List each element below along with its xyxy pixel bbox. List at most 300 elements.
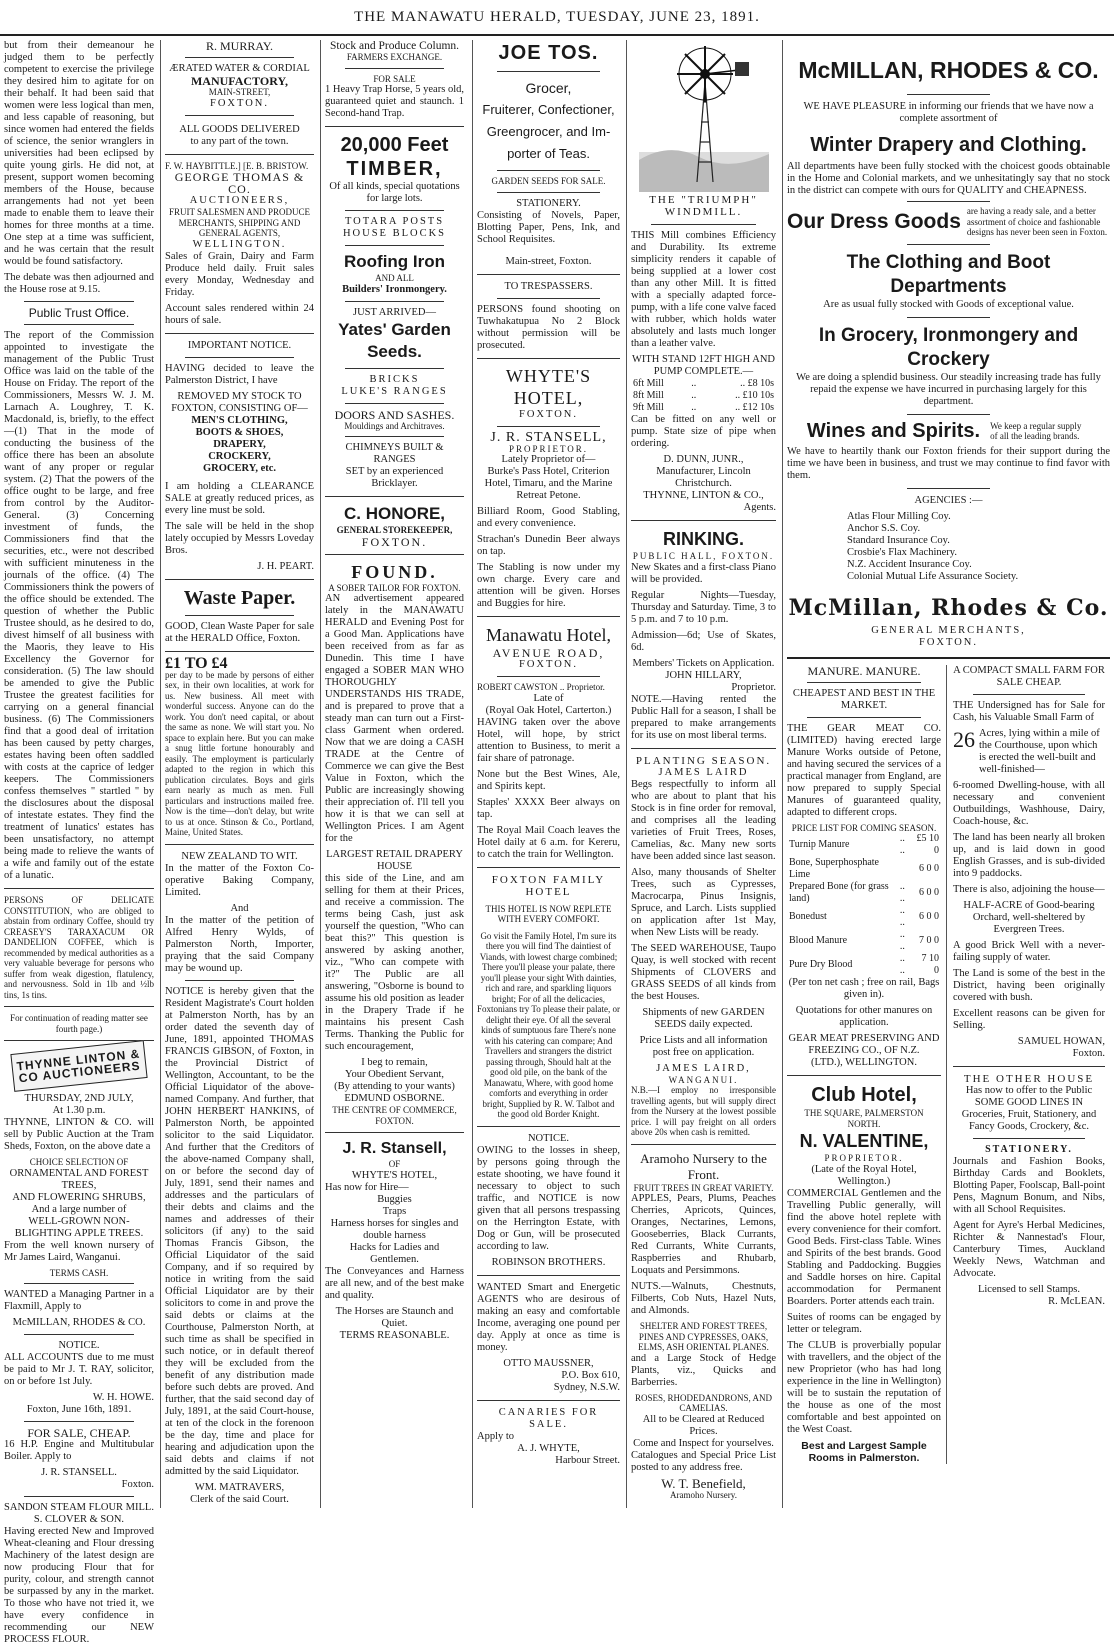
divider — [345, 436, 444, 437]
agency-crosbie: Crosbie's Flax Machinery. — [847, 546, 957, 558]
manure-price-row — [787, 857, 941, 881]
manure-price-row-cell — [898, 857, 912, 881]
just-arrived: JUST ARRIVED— — [353, 306, 436, 318]
fruit-salesmen: FRUIT SALESMEN AND PRODUCE MERCHANTS, SHIPPING AND GENERAL AGENTS, — [168, 207, 311, 238]
agency-anchor: Anchor S.S. Coy. — [847, 522, 921, 534]
fruiterer: Fruiterer, Confectioner, — [482, 102, 615, 117]
mill-price-row — [631, 402, 776, 414]
manure-price-row-cell: 6 0 0 — [919, 911, 939, 922]
wanted-contact: McMILLAN, RHODES & CO. — [12, 1317, 146, 1328]
dress-goods-side: are having a ready sale, and a better assortment of choice and fashionable designs has never been seen in Foxton. — [966, 206, 1108, 237]
large-number: And a large number of — [31, 1203, 127, 1215]
mill-price-row — [631, 390, 776, 402]
having-decided: HAVING decided to leave the Palmerston District, I have — [165, 362, 314, 386]
with-stand: WITH STAND 12FT HIGH AND PUMP COMPLETE.— — [631, 354, 776, 377]
osborne-signature: EDMUND OSBORNE. — [344, 1093, 445, 1104]
other-house: THE OTHER HOUSE — [963, 1072, 1095, 1085]
flowering-shrubs: AND FLOWERING SHRUBS, — [12, 1191, 146, 1203]
mill-price-row-cell: .. £10 10s — [735, 390, 774, 401]
waste-paper-heading: Waste Paper. — [183, 586, 296, 609]
sales-schedule: Sales of Grain, Dairy and Farm Produce held daily. Fruit sales every Monday, Wednesday and Friday. — [165, 250, 314, 298]
divider — [165, 844, 314, 845]
half-acre: HALF-ACRE of Good-bearing Orchard, well-sheltered by Evergreen Trees. — [963, 899, 1095, 935]
grocery-text: We are doing a splendid business. Our steadily increasing trade has fully repaid the expense we have incurred in purchasing largely for this department. — [796, 371, 1101, 407]
timber-feet: 20,000 Feet — [340, 134, 449, 156]
aramoho-nursery-heading: Aramoho Nursery to the Front. — [640, 1150, 767, 1182]
manawatu-hotel: Manawatu Hotel, — [486, 625, 611, 645]
staunch-horses: The Horses are Staunch and Quiet. — [335, 1305, 454, 1329]
divider — [651, 224, 756, 225]
quotations-other: Quotations for other manures on application. — [795, 1005, 933, 1028]
hacks: Hacks for Ladies and Gentlemen. — [349, 1241, 440, 1265]
suites-rooms: Suites of rooms can be engaged by letter or telegram. — [787, 1311, 941, 1335]
debate-adjourned: The debate was then adjourned and the House rose at 9.15. — [4, 272, 154, 295]
nb-notice: N.B.—I employ no irresponsible travelling agents, but will supply direct from the Nursery at the lowest possible price. I will pay freight on all orders above 20s when cash is remitted. — [631, 1085, 776, 1137]
clover-son: S. CLOVER & SON. — [33, 1514, 125, 1525]
divider — [907, 201, 990, 202]
agency-nz-accident: N.Z. Accident Insurance Coy. — [847, 558, 972, 570]
aerated-water: ÆRATED WATER & CORDIAL — [169, 63, 310, 74]
windmill-illustration — [639, 42, 769, 192]
lukes-ranges: LUKE'S RANGES — [341, 385, 448, 397]
pleasure-informing: WE HAVE PLEASURE in informing our friends that we have now a complete assortment of — [803, 101, 1094, 124]
column-1 — [0, 40, 158, 1645]
mill-price-row-cell: .. £12 10s — [735, 402, 774, 413]
haybittle-bristow: F. W. HAYBITTLE.] [E. B. BRISTOW. — [165, 160, 309, 171]
manure-price-row-cell: .. .. — [899, 953, 905, 976]
roofing-iron: Roofing Iron — [343, 252, 446, 271]
agencies-heading: AGENCIES :— — [914, 494, 983, 506]
divider — [973, 1138, 1085, 1139]
divider — [807, 717, 921, 718]
clothing-boot-text: Are as usual fully stocked with Goods of exceptional value. — [823, 298, 1074, 310]
found-heading: FOUND. — [351, 561, 438, 582]
manure-price-row — [787, 881, 941, 905]
fitted-well: Can be fitted on any well or pump. State size of pipe when ordering. — [631, 414, 776, 449]
honore-foxton: FOXTON. — [361, 534, 428, 549]
manure-price-row — [787, 905, 941, 929]
divider — [497, 298, 600, 299]
come-inspect: Come and Inspect for yourselves. — [633, 1437, 774, 1449]
continuation-note: For continuation of reading matter see fourth page.) — [10, 1013, 148, 1034]
sydney: Sydney, N.S.W. — [553, 1381, 620, 1393]
best-land: The Land is some of the best in the District, having been originally covered with bush. — [953, 967, 1105, 1003]
grocer: Grocer, — [525, 80, 572, 96]
wellington: WELLINGTON. — [192, 238, 287, 250]
divider — [24, 1421, 134, 1422]
shelter-trees: Also, many thousands of Shelter Trees, such as Cypresses, Macrocarpa, Pinus Insignis, Spruce, and Larch. Lists supplied on application after 1st May, when New Lists will be ready. — [631, 866, 776, 938]
robinson-brothers: ROBINSON BROTHERS. — [491, 1256, 606, 1268]
for-hire: Has now for Hire— — [325, 1181, 409, 1193]
chimneys-built: CHIMNEYS BUILT & RANGES — [345, 442, 444, 465]
general-merchants: GENERAL MERCHANTS, — [871, 624, 1026, 636]
centre-commerce: THE CENTRE OF COMMERCE, FOXTON. — [332, 1105, 457, 1126]
late-of: Late of — [533, 692, 564, 704]
columns — [0, 39, 1114, 1645]
divider — [185, 980, 294, 981]
timber-heading: TIMBER, — [346, 158, 443, 180]
accounts-notice: ALL ACCOUNTS due to me must be paid to Mr J. T. RAY, solicitor, on or before 1st July. — [4, 1352, 154, 1387]
wanted-partner: WANTED a Managing Partner in a Flaxmill, Apply to — [4, 1289, 154, 1312]
divider — [24, 324, 134, 325]
sale-date: THURSDAY, 2ND JULY, — [24, 1093, 134, 1104]
divider — [345, 210, 444, 211]
divider — [185, 357, 294, 358]
sample-rooms: Best and Largest Sample Rooms in Palmerston. — [801, 1439, 927, 1464]
fruit-trees-variety: FRUIT TREES IN GREAT VARIETY. — [633, 1182, 774, 1193]
lower-right — [947, 665, 1105, 1464]
otto-maussner: OTTO MAUSSNER, — [503, 1357, 594, 1369]
strachans-beer: Strachan's Dunedin Beer always on tap. — [477, 534, 620, 557]
nz-to-wit: NEW ZEALAND TO WIT. — [181, 850, 298, 862]
horse-trap-items: 1 Heavy Trap Horse, 5 years old, guaranteed quiet and staunch. 1 Second-hand Trap. — [325, 84, 464, 119]
of-word: OF — [388, 1159, 401, 1169]
divider — [907, 414, 990, 415]
mill-price-row-cell: .. — [691, 402, 697, 413]
column-3 — [320, 40, 468, 1508]
divider — [185, 615, 294, 616]
divider — [497, 170, 600, 171]
goods-delivered: ALL GOODS DELIVERED — [179, 123, 300, 135]
lower-left — [787, 665, 947, 1464]
mill-price-row-cell: 9ft Mill — [633, 402, 664, 413]
clearance-sale: I am holding a CLEARANCE SALE at greatly reduced prices, as every line must be sold. — [165, 480, 314, 516]
stationery-heading-2: STATIONERY. — [985, 1143, 1073, 1155]
garden-seeds-sale: GARDEN SEEDS FOR SALE. — [491, 176, 606, 186]
dress-goods-heading: Our Dress Goods — [787, 209, 961, 233]
triumph: THE "TRIUMPH" — [649, 194, 758, 206]
canaries-sale: CANARIES FOR SALE. — [498, 1406, 599, 1430]
lower-split — [787, 665, 1110, 1464]
manure-price-row — [787, 833, 941, 857]
stationery-text: Consisting of Novels, Paper, Blotting Paper, Pens, Ink, and School Requisites. — [477, 209, 620, 245]
george-thomas: GEORGE THOMAS & CO. — [174, 170, 305, 196]
notice-heading: NOTICE. — [58, 1340, 100, 1351]
divider — [907, 488, 990, 489]
agent-ayres: Agent for Ayre's Herbal Medicines, Richter & Nannestad's Flour, Canterbury Times, Auckland Weekly News, Watchman and Advocate. — [953, 1219, 1105, 1279]
divider — [477, 358, 620, 359]
divider — [24, 1496, 134, 1497]
divider — [4, 888, 154, 889]
obedient-servant: Your Obedient Servant, — [345, 1069, 444, 1080]
planting-season: PLANTING SEASON. — [635, 754, 772, 767]
manure-price-row-cell: Bonedust — [789, 911, 827, 922]
samuel-howan: SAMUEL HOWAN, — [1017, 1035, 1105, 1047]
whytes-hotel: WHYTE'S HOTEL, — [505, 365, 592, 408]
notice-heading-2: NOTICE. — [527, 1132, 570, 1144]
and-all: AND ALL — [375, 273, 414, 283]
divider — [953, 1066, 1105, 1067]
matter-baking: In the matter of the Foxton Co-operative Baking Company, Limited. — [165, 862, 314, 898]
ornamental-trees: ORNAMENTAL AND FOREST TREES, — [9, 1167, 149, 1191]
divider — [787, 1075, 941, 1076]
divider — [325, 1132, 464, 1133]
reduced-prices: All to be Cleared at Reduced Prices. — [642, 1413, 765, 1437]
manure-price-row-cell: Pure Dry Blood — [789, 959, 853, 970]
wines-spirits: Wines and Spirits. — [806, 420, 981, 442]
agency-colonial: Colonial Mutual Life Assurance Society. — [847, 570, 1019, 582]
doors-sashes: DOORS AND SASHES. — [334, 407, 455, 422]
stationery-heading: STATIONERY. — [516, 197, 581, 209]
column-2 — [160, 40, 318, 1508]
price-list-season: PRICE LIST FOR COMING SEASON. — [791, 822, 937, 833]
manure-price-row-cell: .. .. — [899, 881, 905, 904]
grocery-crockery: In Grocery, Ironmongery and Crockery — [818, 324, 1079, 370]
totara-posts: TOTARA POSTS — [344, 216, 445, 227]
john-hillary: JOHN HILLARY, — [665, 669, 742, 681]
sale-text: THYNNE, LINTON & CO. will sell by Public Auction at the Tram Sheds, Foxton, on the above date a — [4, 1117, 154, 1152]
sale-time: At 1.30 p.m. — [52, 1105, 106, 1116]
agents-word: Agents. — [743, 502, 776, 513]
divider — [787, 657, 1110, 659]
divider — [24, 1283, 134, 1284]
and-word: And — [230, 902, 249, 914]
auctioneers: AUCTIONEERS, — [189, 195, 290, 206]
masthead: THE MANAWATU HERALD, TUESDAY, JUNE 23, 1891. — [0, 0, 1114, 36]
divider — [497, 71, 600, 72]
divider — [477, 867, 620, 868]
public-trust-heading: Public Trust Office. — [28, 306, 130, 320]
choice-selection: CHOICE SELECTION OF — [29, 1157, 129, 1167]
divider — [907, 317, 990, 318]
acres-text: Acres, lying within a mile of the Courthouse, upon which is erected the well-built and well-finished— — [979, 727, 1100, 775]
compact-farm: A COMPACT SMALL FARM FOR SALE CHEAP. — [953, 664, 1105, 688]
laird-stock: Begs respectfully to inform all who are about to plant that his Stock is in fine order for removal, and comprises all the leading varieties of Fruit Trees, Roses, Camelias, &c. Many new sorts have been added since last season. — [631, 778, 776, 862]
acres-number: 26 — [953, 726, 975, 752]
liquidation-notice: NOTICE is hereby given that the Resident Magistrate's Court holden at Palmerston North, has by an order dated the seventh day of June, 1891, appointed THOMAS FRANCIS GIBSON, of Foxton, in the Provincial District of Wellington, Accountant, to be the Official Liquidator of the above-named Company. And further, that JOHN HERBERT HANKINS, of Palmerston North, be appointed solicitor to the said Liquidator. And further that the Creditors of the above-named Company shall, on or before the second day of July, 1891, send their names and addresses and the particulars of their debts and claims and the names and addresses of their solicitors (if any) to the said Thomas Francis Gibson, the Official Liquidator of the said Company, and if so required by notice in writing from the said Official Liquidator are by their solicitors to come in and prove the said debts or claims at the Courthouse, Palmerston North, at such time as shall be specified in such notice, or in default thereof they will be excluded from the benefit of any distribution made before such debts are proved. And further, that the said second day of July, 1891, at the said Court-house, at ten of the clock in the forenoon be the day, time and place for hearing and adjudication upon the said debts and claims if not admitted by the said Liquidator. — [165, 985, 314, 1477]
aramoho-nursery: Aramoho Nursery. — [670, 1489, 737, 1500]
harbour-street: Harbour Street. — [555, 1454, 620, 1466]
shelter-forest: SHELTER AND FOREST TREES, PINES AND CYPRESSES, OAKS, ELMS, ASH ORIENTAL PLANES. — [638, 1321, 769, 1352]
staples-beer: Staples' XXXX Beer always on tap. — [477, 796, 620, 820]
howan-foxton: Foxton. — [1072, 1047, 1105, 1059]
divider — [24, 1334, 134, 1335]
timber-quotations: Of all kinds, special quotations for large lots. — [329, 181, 460, 204]
rinking-heading: RINKING. — [663, 529, 744, 549]
apple-trees: WELL-GROWN NON-BLIGHTING APPLE TREES. — [14, 1215, 144, 1239]
divider — [631, 748, 776, 749]
divider — [4, 1006, 154, 1007]
bricklayer: SET by an experienced Bricklayer. — [345, 466, 444, 489]
excellent-reasons: Excellent reasons can be given for Selling. — [953, 1007, 1105, 1031]
mcmillan-foxton: FOXTON. — [918, 636, 979, 648]
divider — [325, 496, 464, 497]
stansell-place: Foxton. — [121, 1479, 154, 1490]
clothing-boot: The Clothing and Boot Departments — [846, 251, 1051, 297]
admission: Admission—6d; Use of Skates, 6d. — [631, 629, 776, 653]
whytes-hotel-small: WHYTE'S HOTEL, — [351, 1169, 438, 1181]
sober-tailor: A SOBER TAILOR FOR FOXTON. — [328, 582, 461, 593]
jrs-stansell: J. R. Stansell, — [342, 1140, 447, 1157]
land-broken: The land has been nearly all broken up, and is laid down in good English Grasses, and is sub-divided into 9 paddocks. — [953, 831, 1105, 879]
divider — [325, 554, 464, 555]
stock-produce-heading: Stock and Produce Column. — [329, 40, 460, 52]
manure-price-row-cell: 7 0 0 — [919, 935, 939, 946]
nuts-list: NUTS.—Walnuts, Chestnuts, Filberts, Cob Nuts, Hazel Nuts, and Almonds. — [631, 1281, 776, 1316]
manure-price-table — [787, 833, 941, 977]
best-wines: None but the Best Wines, Ale, and Spirits kept. — [477, 768, 620, 792]
divider — [24, 301, 134, 302]
mcmillan-heading: McMILLAN, RHODES & CO. — [798, 57, 1099, 83]
wanted-agents: WANTED Smart and Energetic AGENTS who are desirous of making an easy and comfortable Income, averaging one pound per day. Apply at once as time is money. — [477, 1281, 620, 1353]
late-royal: (Late of the Royal Hotel, Wellington.) — [811, 1163, 917, 1187]
largest-drapery: LARGEST RETAIL DRAPERY HOUSE — [326, 849, 463, 872]
divider — [477, 1126, 620, 1127]
manure-price-row-cell: .. .. — [899, 929, 905, 952]
column-6 — [782, 40, 1114, 1508]
agency-atlas: Atlas Flour Milling Coy. — [847, 510, 951, 522]
hedge-plants: and a Large Stock of Hedge Plants, viz., Quicks and Barberries. — [631, 1352, 776, 1388]
valentine-proprietor: PROPRIETOR. — [824, 1153, 904, 1163]
mill-price-table — [631, 378, 776, 414]
drapery: DRAPERY, — [213, 438, 266, 450]
house-blocks: HOUSE BLOCKS — [342, 228, 447, 239]
yates-seeds: Seeds. — [367, 341, 422, 361]
builders-ironmongery: Builders' Ironmongery. — [342, 283, 447, 295]
mclean: R. McLEAN. — [1048, 1295, 1105, 1307]
cheapest-best: CHEAPEST AND BEST IN THE MARKET. — [792, 687, 936, 711]
public-trust-text: The report of the Commission appointed to investigate the management of the Public Trust Office was laid on the table of the House on Friday. The report of the Commissioners, Messrs W. J. M. Larnach A. Loughrey, T. K. Macdonald, is, briefly, to the effect—(1) That in the mode of conducting the business of the office there has been an absolute want of any proper or regular system. (2) That the powers of the office ought to be large, and free from control by the Auditor-General. (3) Concerning investment of funds, the Commissioners find that the securities, etc., were not described with sufficient minuteness in the journals of the office. (4) The Commissioners think the powers of the office should be extended. The question of whether the Public Trustee should, as he desired to do, divest himself of all business with the Maoris, they leave to His Excellency the Governor for consideration. (5) The law should be amended to give the Public Trustee the greatest facilities for carrying on a general financial business. (6) The Commissioners find that a good deal of irritation has been caused by petty charges, estates having been often saddled with costs at the caprice of ledger keepers. The Commissioners confess themselves " startled " by the disclosures about the disposal of intestate estates. They find the treatment of lunatics' estates has been unsatisfactory, no attempt being made to relieve the wants of a wife and family out of the estate of a lunatic. — [4, 330, 154, 881]
traps: Traps — [382, 1205, 407, 1217]
buggies: Buggies — [377, 1193, 412, 1205]
general-storekeeper: GENERAL STOREKEEPER, — [336, 525, 453, 535]
divider — [497, 426, 600, 427]
divider — [497, 192, 600, 193]
manure-price-row-cell: .. .. — [899, 905, 905, 928]
divider — [631, 1144, 776, 1145]
dunn-name: D. DUNN, JUNR., — [663, 454, 744, 465]
trespassers-text: PERSONS found shooting on Tuwhakatupua No 2 Block without permission will be prosecuted. — [477, 303, 620, 351]
manure-price-row-cell: 7 10 0 — [921, 953, 939, 976]
howe-date: Foxton, June 16th, 1891. — [26, 1404, 132, 1415]
foxton-consisting: FOXTON, CONSISTING OF— — [171, 402, 308, 414]
aj-whyte: A. J. WHYTE, — [517, 1442, 580, 1454]
manure-price-row-cell: Prepared Bone (for grass land) — [789, 881, 889, 904]
boots-shoes: BOOTS & SHOES, — [195, 426, 284, 438]
terms-reasonable: TERMS REASONABLE. — [339, 1329, 450, 1341]
public-hall-note: NOTE.—Having rented the Public Hall for a season, I shall be prepared to make arrangements for its use on most liberal terms. — [631, 693, 776, 741]
mill-price-row — [631, 378, 776, 390]
manufactory: MANUFACTORY, — [190, 74, 289, 88]
matter-petition: In the matter of the petition of Alfred Henry Wylds, of Palmerston North, Importer, praying that the said Company may be wound up. — [165, 914, 314, 974]
winter-drapery: Winter Drapery and Clothing. — [810, 134, 1087, 156]
royal-mail: The Royal Mail Coach leaves the Hotel daily at 6 a.m. for Kereru, to catch the train for Wellington. — [477, 824, 620, 860]
commercial-text: COMMERCIAL Gentlemen and the Travelling Public generally, will find the above hotel replete with every convenience for their comfort. Good Beds. First-class Table. Wines and Spirits of the best brands. Good Stabling and Paddocking. Buggies and Saddle horses on hire. Capital accommodation for Permanent Boarders. Porter attends each train. — [787, 1187, 941, 1307]
valentine: N. VALENTINE, — [799, 1131, 929, 1151]
divider — [165, 154, 314, 155]
undersigned: THE Undersigned has for Sale for Cash, his Valuable Small Farm of — [953, 699, 1105, 723]
grocery: GROCERY, etc. — [202, 462, 277, 474]
robert-cawston: ROBERT CAWSTON .. Proprietor. — [477, 682, 605, 692]
royal-oak: (Royal Oak Hotel, Carterton.) — [485, 704, 612, 716]
manure-price-row-cell: Turnip Manure — [789, 839, 850, 850]
sandon-mill-heading: SANDON STEAM FLOUR MILL. — [4, 1502, 154, 1513]
trespassers-heading: TO TRESPASSERS. — [504, 280, 593, 292]
crockery: CROCKERY, — [208, 450, 271, 462]
members-tickets: Members' Tickets on Application. — [632, 657, 775, 669]
manawatu-foxton: FOXTON. — [518, 659, 579, 670]
benefield: W. T. Benefield, — [661, 1475, 746, 1491]
garden-seeds-shipments: Shipments of new GARDEN SEEDS daily expected. — [642, 1006, 765, 1030]
divider — [477, 1400, 620, 1401]
sandon-text: Having erected New and Improved Wheat-cleaning and Flour dressing Machinery of the latest design are now producing Flour that for purity, colour, and strength cannot be surpassed by any in the market. To those who have not tried it, we have every confidence in recommending our NEW PROCESS FLOUR. — [4, 1526, 154, 1645]
proprietor: PROPRIETOR. — [508, 443, 589, 454]
howe-signature: W. H. HOWE. — [92, 1392, 154, 1403]
divider — [165, 579, 314, 580]
gear-meat-text: THE GEAR MEAT CO. (LIMITED) having erected large Manure Works outside of Petone, and having secured the services of a practical manager from England, are now prepared to supply Special Manures of guaranteed quality, adapted to different crops. — [787, 722, 941, 818]
stabling: The Stabling is now under my own charge. Every care and attention will be given. Horses and Buggies for hire. — [477, 562, 620, 609]
mill-price-row-cell: .. — [691, 378, 697, 389]
important-notice: IMPORTANT NOTICE. — [187, 339, 292, 351]
divider — [165, 333, 314, 334]
terms-cash: TERMS CASH. — [49, 1267, 109, 1278]
murray-foxton: FOXTON. — [209, 97, 270, 109]
harness-horses: Harness horses for singles and double harness — [330, 1217, 459, 1241]
club-popular: The CLUB is proverbially popular with travellers, and the object of the new Proprietor (who has had long experience in the line in Wellington) will be to sustain the reputation of the house as one of the most comfortable and best appointed on the West Coast. — [787, 1339, 941, 1435]
divider — [325, 126, 464, 127]
manufacturer: Manufacturer, Lincoln Christchurch. — [656, 466, 751, 489]
acres-row — [953, 728, 1105, 776]
mouldings: Mouldings and Architraves. — [344, 420, 445, 431]
sale-location: The sale will be held in the shop lately occupied by Messrs Loveday Bros. — [165, 520, 314, 556]
hotel-replete: THIS HOTEL IS NOW REPLETE WITH EVERY COMFORT. — [485, 903, 612, 924]
manure-price-row-cell: Blood Manure — [789, 935, 848, 946]
divider — [345, 368, 444, 369]
windmill-heading: WINDMILL. — [664, 206, 743, 218]
sheep-notice: OWING to the losses in sheep, by persons going through the estate shooting, we have found it necessary to object to such traffic, and NOTICE is now given that all persons trespassing on the Herrington Estate, with Dog or Gun, will be prosecuted according to law. — [477, 1144, 620, 1252]
new-skates: New Skates and a first-class Piano will be provided. — [631, 561, 776, 585]
divider — [345, 301, 444, 302]
divider — [907, 94, 990, 95]
mill-price-row-cell: .. — [691, 390, 697, 401]
waste-paper-text: GOOD, Clean Waste Paper for sale at the HERALD Office, Foxton. — [165, 620, 314, 644]
wines-side: We keep a regular supply of all the leading brands. — [990, 420, 1082, 441]
james-laird: JAMES LAIRD — [658, 766, 749, 778]
honore-name: C. HONORE, — [343, 504, 446, 523]
manure-price-row-cell: £5 10 0 — [916, 833, 939, 856]
catalogues: Catalogues and Special Price List posted to any address free. — [631, 1449, 776, 1473]
removed-stock: REMOVED MY STOCK TO — [177, 390, 302, 402]
thynne-agents: THYNNE, LINTON & CO., — [643, 490, 764, 501]
thynne-linton-logo: THYNNE LINTON & CO AUCTIONEERS — [10, 1040, 147, 1092]
main-street-foxton: Main-street, Foxton. — [505, 255, 592, 267]
agencies-list — [787, 511, 1110, 583]
roses-rhodes: ROSES, RHODEDANDRONS, AND CAMELIAS. — [634, 1392, 773, 1413]
found-text: AN advertisement appeared lately in the MANAWATU HERALD and Evening Post for a Good Man. Applications have been received from as far as Dunedin. This time I have engaged a SOBER MAN WHO THOROUGHLY UNDERSTANDS HIS TRADE, and is prepared to prove that a steady man can turn out a First-class Garment when ordered. Now that we are doing a CASH TRADE at the Centre of Commerce we can give the Best Value in Foxton, which the Public are increasingly showing their appreciation of. I'll tell you how it is that we can sell at Wellington Prices. I am Agent for the — [325, 593, 464, 844]
apples-list: APPLES, Pears, Plums, Peaches Cherries, Apricots, Quinces, Oranges, Nectarines, Lemons, Gooseberries, Black Currants, Red Currants, White Currants, Raspberries and Rhubarb, Loquats and Persimmons. — [631, 1193, 776, 1276]
james-laird-2: JAMES LAIRD, — [656, 1062, 751, 1074]
stansell-name: J. R. STANSELL. — [41, 1467, 117, 1478]
murray-name: R. MURRAY. — [205, 39, 274, 53]
all-departments: All departments have been fully stocked with the choicest goods obtainable in the Home and Colonial markets, and we unhesitatingly say that no stock in the district can compete with ours for QUALITY and CHEAPNESS. — [787, 161, 1110, 196]
matravers-signature: WM. MATRAVERS, — [194, 1481, 285, 1493]
lately-proprietor: Lately Proprietor of— — [501, 454, 596, 465]
divider — [345, 245, 444, 246]
for-sale-label: FOR SALE — [373, 73, 416, 84]
work-offer: per day to be made by persons of either sex, in their own localities, at work for us. New business. All meet with wonderful success. Anyone can do the work. You don't need capital, or about the same as none. We will start you. No space to explain here. But you can make a snug little fortune honourably and easily. The employment is particularly adapted to the region in which this publication circulates. Boys and girls earn nearly as much as men. Full particulars and instructions mailed free. Now is the time—don't delay, but write to us at once. Stinson & Co., Portland, Maine, United States. — [165, 669, 314, 837]
adjoining-house: There is also, adjoining the house— — [953, 883, 1105, 895]
having-taken: HAVING taken over the above Hotel, will hope, by strict attention to Business, to merit a fair share of patronage. — [477, 716, 620, 764]
dress-goods-row — [787, 206, 1110, 238]
bricks: BRICKS — [369, 373, 420, 385]
account-sales: Account sales rendered within 24 hours of sale. — [165, 302, 314, 326]
peart-signature: J. H. PEART. — [257, 560, 314, 572]
agency-standard: Standard Insurance Coy. — [847, 534, 950, 546]
gear-meat-preserving: GEAR MEAT PRESERVING AND FREEZING CO., OF N.Z. — [788, 1033, 940, 1056]
burke-pass: Burke's Pass Hotel, Criterion Hotel, Timaru, and the Marine Retreat Petone. — [484, 466, 613, 501]
club-hotel: Club Hotel, — [811, 1084, 917, 1106]
public-hall: PUBLIC HALL, FOXTON. — [632, 551, 775, 561]
